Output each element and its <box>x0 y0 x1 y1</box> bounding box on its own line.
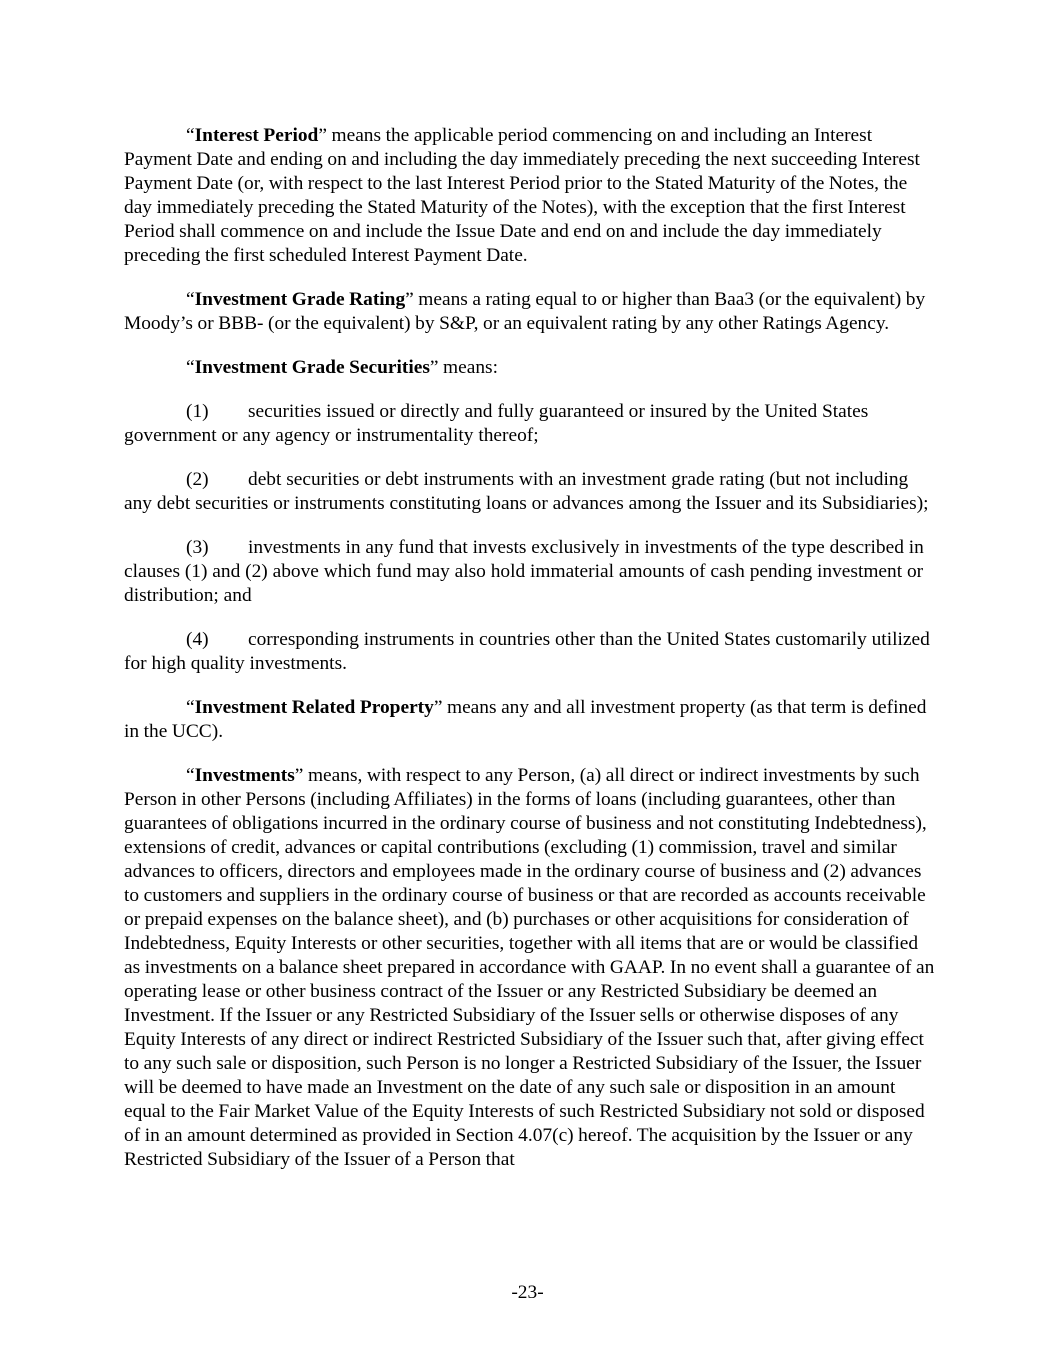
clause-4 <box>124 628 936 676</box>
defined-term: Investment Grade Rating <box>194 289 406 310</box>
clause-text: corresponding instruments in countries other than the United States customarily utilized for high quality investments. <box>124 629 930 674</box>
definition-text: means the applicable period commencing on and including an Interest Payment Date and ending on and including the day immediately preceding the next succeeding Interest Payment Date (or, with respect to the last Interest Period prior to the Stated Maturity of the Notes, the day immediately preceding the Stated Maturity of the Notes), with the exception that the first Interest Period shall commence on and include the Issue Date and end on and include the day immediately preceding the first scheduled Interest Payment Date. <box>124 125 920 266</box>
clause-text: securities issued or directly and fully guaranteed or insured by the United States government or any agency or instrumentality thereof; <box>124 401 869 446</box>
definition-text: means: <box>438 357 498 378</box>
definition-text: means a rating equal to or higher than Baa3 (or the equivalent) by Moody’s or BBB- (or the equivalent) by S&P, or an equivalent rating by any other Ratings Agency. <box>124 289 926 334</box>
definition-investments: “Investments” means, with respect to any Person, (a) all direct or indirect investments by such Person in other Persons (including Affiliates) in the forms of loans (including guarantees, other than guarantees of obligations incurred in the ordinary course of business and not constituting Indebtedness), extensions of credit, advances or capital contributions (excluding (1) commission, travel and similar advances to officers, directors and employees made in the ordinary course of business and (2) advances to customers and suppliers in the ordinary course of business or that are recorded as accounts receivable or prepaid expenses on the balance sheet), and (b) purchases or other acquisitions for consideration of Indebtedness, Equity Interests or other securities, together with all items that are or would be classified as investments on a balance sheet prepared in accordance with GAAP. In no event shall a guarantee of an operating lease or other business contract of the Issuer or any Restricted Subsidiary be deemed an Investment. If the Issuer or any Restricted Subsidiary of the Issuer sells or otherwise disposes of any Equity Interests of any direct or indirect Restricted Subsidiary of the Issuer such that, after giving effect to any such sale or disposition, such Person is no longer a Restricted Subsidiary of the Issuer, the Issuer will be deemed to have made an Investment on the date of any such sale or disposition in an amount equal to the Fair Market Value of the Equity Interests of such Restricted Subsidiary not sold or disposed of in an amount determined as provided in Section 4.07(c) hereof. The acquisition by the Issuer or any Restricted Subsidiary of the Issuer of a Person that <box>124 765 935 1170</box>
definition-investment-grade-rating: “Investment Grade Rating” means a rating equal to or higher than Baa3 (or the equivalent) by Moody’s or BBB- (or the equivalent) by S&P, or an equivalent rating by any other Ratings Agency. <box>124 289 926 334</box>
defined-term: Investment Related Property <box>194 697 434 718</box>
clause-number: (2) <box>186 469 209 490</box>
clause-text: investments in any fund that invests exclusively in investments of the type described in clauses (1) and (2) above which fund may also hold immaterial amounts of cash pending investment or distribution; and <box>124 537 924 606</box>
page-number: -23- <box>511 1282 544 1303</box>
clause-number: (4) <box>186 629 209 650</box>
definition-interest-period: “Interest Period” means the applicable period commencing on and including an Interest Payment Date and ending on and including the day immediately preceding the next succeeding Interest Payment Date (or, with respect to the last Interest Period prior to the Stated Maturity of the Notes, the day immediately preceding the Stated Maturity of the Notes), with the exception that the first Interest Period shall commence on and include the Issue Date and end on and include the day immediately preceding the first scheduled Interest Payment Date. <box>124 125 920 266</box>
clause-text: debt securities or debt instruments with an investment grade rating (but not including any debt securities or instruments constituting loans or advances among the Issuer and its Subsidiaries); <box>124 469 929 514</box>
definition-investment-related-property: “Investment Related Property” means any and all investment property (as that term is defined in the UCC). <box>124 697 927 742</box>
clause-3 <box>124 536 936 608</box>
defined-term: Investments <box>194 765 295 786</box>
definition-text: means, with respect to any Person, (a) all direct or indirect investments by such Person in other Persons (including Affiliates) in the forms of loans (including guarantees, other than guarantees of obligations incurred in the ordinary course of business and not constituting Indebtedness), extensions of credit, advances or capital contributions (excluding (1) commission, travel and similar advances to officers, directors and employees made in the ordinary course of business and (2) advances to customers and suppliers in the ordinary course of business or that are recorded as accounts receivable or prepaid expenses on the balance sheet), and (b) purchases or other acquisitions for consideration of Indebtedness, Equity Interests or other securities, together with all items that are or would be classified as investments on a balance sheet prepared in accordance with GAAP. In no event shall a guarantee of an operating lease or other business contract of the Issuer or any Restricted Subsidiary be deemed an Investment. If the Issuer or any Restricted Subsidiary of the Issuer sells or otherwise disposes of any Equity Interests of any direct or indirect Restricted Subsidiary of the Issuer such that, after giving effect to any such sale or disposition, such Person is no longer a Restricted Subsidiary of the Issuer, the Issuer will be deemed to have made an Investment on the date of any such sale or disposition in an amount equal to the Fair Market Value of the Equity Interests of such Restricted Subsidiary not sold or disposed of in an amount determined as provided in Section 4.07(c) hereof. The acquisition by the Issuer or any Restricted Subsidiary of the Issuer of a Person that <box>124 765 935 1170</box>
clause-number: (1) <box>186 401 209 422</box>
clause-number: (3) <box>186 537 209 558</box>
definition-text: means any and all investment property (as that term is defined in the UCC). <box>124 697 927 742</box>
clause-2 <box>124 468 936 516</box>
definition-investment-grade-securities: “Investment Grade Securities” means: <box>186 357 498 378</box>
clause-1 <box>124 400 936 448</box>
defined-term: Investment Grade Securities <box>194 357 430 378</box>
defined-term: Interest Period <box>194 125 319 146</box>
document-page <box>124 124 936 1192</box>
